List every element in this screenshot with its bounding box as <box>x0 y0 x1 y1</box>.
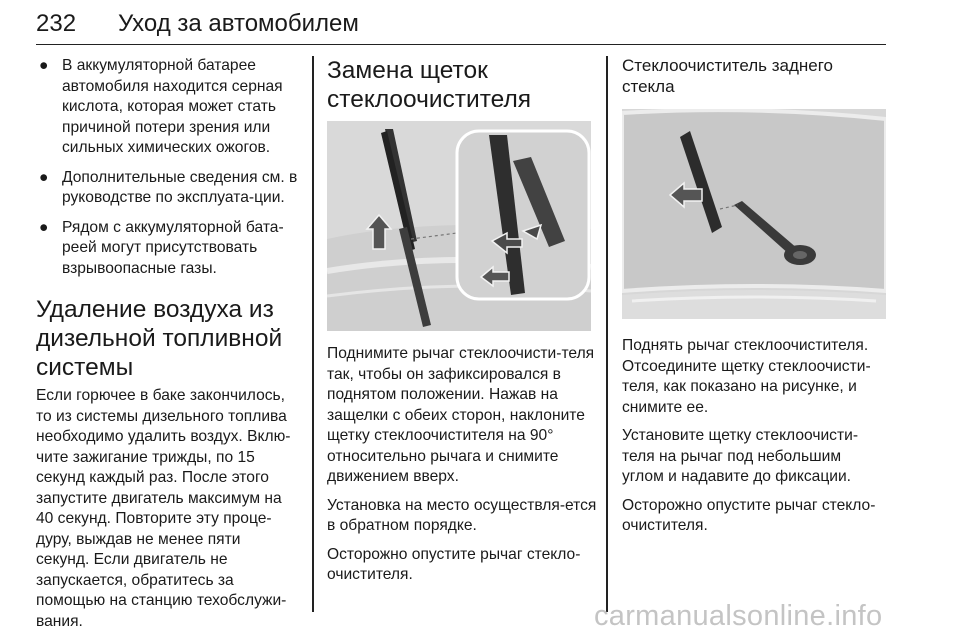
paragraph: Поднимите рычаг стеклоочисти-теля так, чтобы он зафиксировался в поднятом положении. Нажав на защелки с обеих сторон, наклоните щетку стеклоочистителя на 90° относительно рычага и снимите движением вверх. <box>327 345 595 485</box>
list-item: ● В аккумуляторной батарее автомобиля находится серная кислота, которая может стать причиной потери зрения или сильных химических ожогов. <box>39 57 283 156</box>
paragraph: Осторожно опустите рычаг стекло-очистителя. <box>327 545 581 583</box>
section-heading-wiper-replacement: Замена щеток стеклоочистителя <box>327 57 532 113</box>
detail-inset <box>457 131 589 299</box>
paragraph: Установите щетку стеклоочисти-теля на рычаг под небольшим углом и надавите до фиксации. <box>622 427 859 485</box>
section-heading-air-bleeding: Удаление воздуха из дизельной топливной системы <box>36 296 283 381</box>
paragraph: Установка на место осуществля-ется в обратном порядке. <box>327 496 597 534</box>
page-header <box>36 6 886 45</box>
paragraph: Осторожно опустите рычаг стекло-очистителя. <box>622 496 876 534</box>
section-heading-rear-wiper: Стеклоочиститель заднего стекла <box>622 56 834 96</box>
page-number: 232 <box>36 10 77 37</box>
list-item: ● Рядом с аккумуляторной бата-реей могут присутствовать взрывоопасные газы. <box>39 218 284 277</box>
column-left <box>36 56 298 632</box>
rear-wiper-illustration <box>622 109 886 319</box>
column-divider <box>312 56 314 612</box>
paragraph: Поднять рычаг стеклоочистителя. Отсоедините щетку стеклоочисти-теля, как показано на рисунке, и снимите ее. <box>622 337 871 416</box>
column-middle <box>327 56 597 586</box>
column-divider <box>606 56 608 612</box>
list-item: ● Дополнительные сведения см. в руководстве по эксплуата-ции. <box>39 168 298 206</box>
chapter-title: Уход за автомобилем <box>118 10 359 37</box>
section-body-air-bleeding: Если горючее в баке закончилось, то из системы дизельного топлива необходимо удалить воздух. Вклю-чите зажигание трижды, по 15 секунд каждый раз. После этого запустите двигатель максимум на 40 секунд. Повторите эту проце-дуру, выждав не менее пяти секунд. Если двигатель не запускается, обратитесь за помощью на станцию техобслужи-вания. <box>36 387 291 630</box>
column-right <box>622 56 886 537</box>
warning-list <box>36 56 298 279</box>
front-wiper-illustration <box>327 121 591 331</box>
source-watermark: carmanualsonline.info <box>594 600 883 632</box>
